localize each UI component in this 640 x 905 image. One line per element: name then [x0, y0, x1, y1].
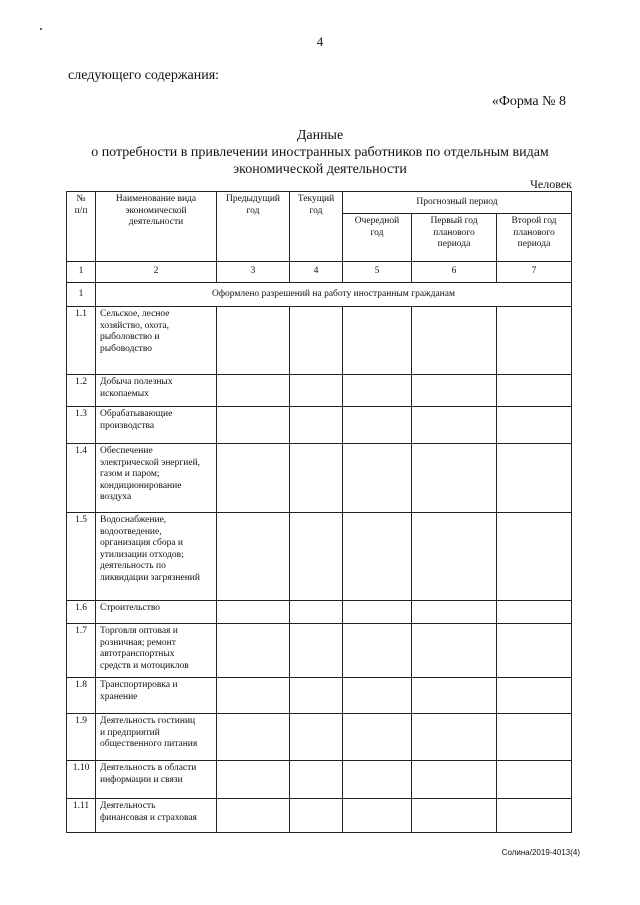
- row-number: 1.1: [67, 307, 96, 375]
- empty-cell-current-year: [290, 307, 343, 375]
- header-num: № п/п: [67, 192, 96, 262]
- empty-cell-current-year: [290, 799, 343, 833]
- row-number: 1.10: [67, 761, 96, 799]
- empty-cell-previous-year: [217, 624, 290, 678]
- empty-cell-current-year: [290, 407, 343, 444]
- empty-cell-plan-year-2: [497, 624, 572, 678]
- header-next-year: Очередной год: [343, 214, 412, 262]
- row-number: 1.3: [67, 407, 96, 444]
- column-number: 6: [412, 262, 497, 283]
- activity-name: Строительство: [96, 601, 217, 624]
- title-line-2: о потребности в привлечении иностранных работников по отдельным видам: [91, 145, 549, 160]
- empty-cell-previous-year: [217, 375, 290, 407]
- table-row: [67, 799, 572, 833]
- column-number: 2: [96, 262, 217, 283]
- header-activity-name: Наименование вида экономической деятельности: [96, 192, 217, 262]
- table-row: [67, 678, 572, 714]
- table-row: [67, 624, 572, 678]
- header-plan-year-2: Второй год планового периода: [497, 214, 572, 262]
- empty-cell-previous-year: [217, 601, 290, 624]
- empty-cell-previous-year: [217, 761, 290, 799]
- activity-name: Деятельность гостиниц и предприятий общественного питания: [96, 714, 217, 761]
- empty-cell-next-year: [343, 513, 412, 601]
- document-footer: Солина/2019-4013(4): [501, 848, 580, 857]
- table-row: [67, 307, 572, 375]
- activity-name: Транспортировка и хранение: [96, 678, 217, 714]
- empty-cell-current-year: [290, 444, 343, 513]
- title-line-3: экономической деятельности: [233, 162, 407, 177]
- empty-cell-plan-year-1: [412, 624, 497, 678]
- row-number: 1.2: [67, 375, 96, 407]
- column-number: 5: [343, 262, 412, 283]
- empty-cell-previous-year: [217, 678, 290, 714]
- empty-cell-next-year: [343, 375, 412, 407]
- row-number: 1.11: [67, 799, 96, 833]
- demand-table: [66, 191, 572, 833]
- empty-cell-next-year: [343, 407, 412, 444]
- section-row: [67, 283, 572, 307]
- header-current-year: Текущий год: [290, 192, 343, 262]
- activity-name: Водоснабжение, водоотведение, организация сбора и утилизации отходов; деятельность по ликвидации загрязнений: [96, 513, 217, 601]
- row-number: 1.5: [67, 513, 96, 601]
- empty-cell-next-year: [343, 444, 412, 513]
- empty-cell-plan-year-2: [497, 444, 572, 513]
- activity-name: Обеспечение электрической энергией, газом и паром; кондиционирование воздуха: [96, 444, 217, 513]
- empty-cell-plan-year-1: [412, 375, 497, 407]
- empty-cell-current-year: [290, 513, 343, 601]
- empty-cell-previous-year: [217, 714, 290, 761]
- empty-cell-current-year: [290, 678, 343, 714]
- empty-cell-next-year: [343, 678, 412, 714]
- empty-cell-plan-year-1: [412, 601, 497, 624]
- column-number: 4: [290, 262, 343, 283]
- column-number-row: [67, 262, 572, 283]
- row-number: 1.4: [67, 444, 96, 513]
- row-number: 1.7: [67, 624, 96, 678]
- table-row: [67, 375, 572, 407]
- activity-name: Деятельность финансовая и страховая: [96, 799, 217, 833]
- empty-cell-current-year: [290, 714, 343, 761]
- empty-cell-next-year: [343, 761, 412, 799]
- header-plan-year-1: Первый год планового периода: [412, 214, 497, 262]
- empty-cell-current-year: [290, 624, 343, 678]
- empty-cell-next-year: [343, 307, 412, 375]
- empty-cell-plan-year-2: [497, 375, 572, 407]
- table-row: [67, 761, 572, 799]
- empty-cell-plan-year-1: [412, 513, 497, 601]
- empty-cell-plan-year-2: [497, 714, 572, 761]
- empty-cell-current-year: [290, 761, 343, 799]
- column-number: 7: [497, 262, 572, 283]
- empty-cell-plan-year-2: [497, 678, 572, 714]
- empty-cell-plan-year-1: [412, 678, 497, 714]
- empty-cell-next-year: [343, 799, 412, 833]
- header-forecast-period: Прогнозный период: [343, 192, 572, 214]
- empty-cell-plan-year-1: [412, 799, 497, 833]
- row-number: 1.8: [67, 678, 96, 714]
- empty-cell-previous-year: [217, 513, 290, 601]
- row-number: 1.6: [67, 601, 96, 624]
- empty-cell-previous-year: [217, 307, 290, 375]
- empty-cell-plan-year-1: [412, 761, 497, 799]
- empty-cell-plan-year-2: [497, 601, 572, 624]
- table-row: [67, 513, 572, 601]
- header-previous-year: Предыдущий год: [217, 192, 290, 262]
- empty-cell-plan-year-2: [497, 407, 572, 444]
- table-row: [67, 407, 572, 444]
- empty-cell-plan-year-1: [412, 444, 497, 513]
- empty-cell-next-year: [343, 624, 412, 678]
- section-num: 1: [67, 283, 96, 307]
- table-row: [67, 714, 572, 761]
- activity-name: Сельское, лесное хозяйство, охота, рыболовство и рыбоводство: [96, 307, 217, 375]
- empty-cell-plan-year-2: [497, 513, 572, 601]
- activity-name: Торговля оптовая и розничная; ремонт автотранспортных средств и мотоциклов: [96, 624, 217, 678]
- form-label: «Форма № 8: [491, 94, 566, 109]
- activity-name: Деятельность в области информации и связи: [96, 761, 217, 799]
- scan-speck: [40, 28, 42, 30]
- empty-cell-plan-year-2: [497, 307, 572, 375]
- empty-cell-next-year: [343, 714, 412, 761]
- empty-cell-plan-year-1: [412, 714, 497, 761]
- intro-text: следующего содержания:: [68, 68, 220, 83]
- table-row: [67, 601, 572, 624]
- page-number: 4: [316, 34, 324, 49]
- empty-cell-current-year: [290, 375, 343, 407]
- column-number: 1: [67, 262, 96, 283]
- empty-cell-plan-year-1: [412, 407, 497, 444]
- column-number: 3: [217, 262, 290, 283]
- activity-name: Добыча полезных ископаемых: [96, 375, 217, 407]
- empty-cell-plan-year-2: [497, 761, 572, 799]
- empty-cell-previous-year: [217, 444, 290, 513]
- empty-cell-plan-year-1: [412, 307, 497, 375]
- empty-cell-current-year: [290, 601, 343, 624]
- empty-cell-plan-year-2: [497, 799, 572, 833]
- empty-cell-previous-year: [217, 407, 290, 444]
- section-title: Оформлено разрешений на работу иностранным гражданам: [96, 283, 572, 307]
- empty-cell-previous-year: [217, 799, 290, 833]
- table-row: [67, 444, 572, 513]
- title-line-1: Данные: [296, 128, 344, 143]
- unit-label: Человек: [530, 177, 572, 191]
- row-number: 1.9: [67, 714, 96, 761]
- activity-name: Обрабатывающие производства: [96, 407, 217, 444]
- empty-cell-next-year: [343, 601, 412, 624]
